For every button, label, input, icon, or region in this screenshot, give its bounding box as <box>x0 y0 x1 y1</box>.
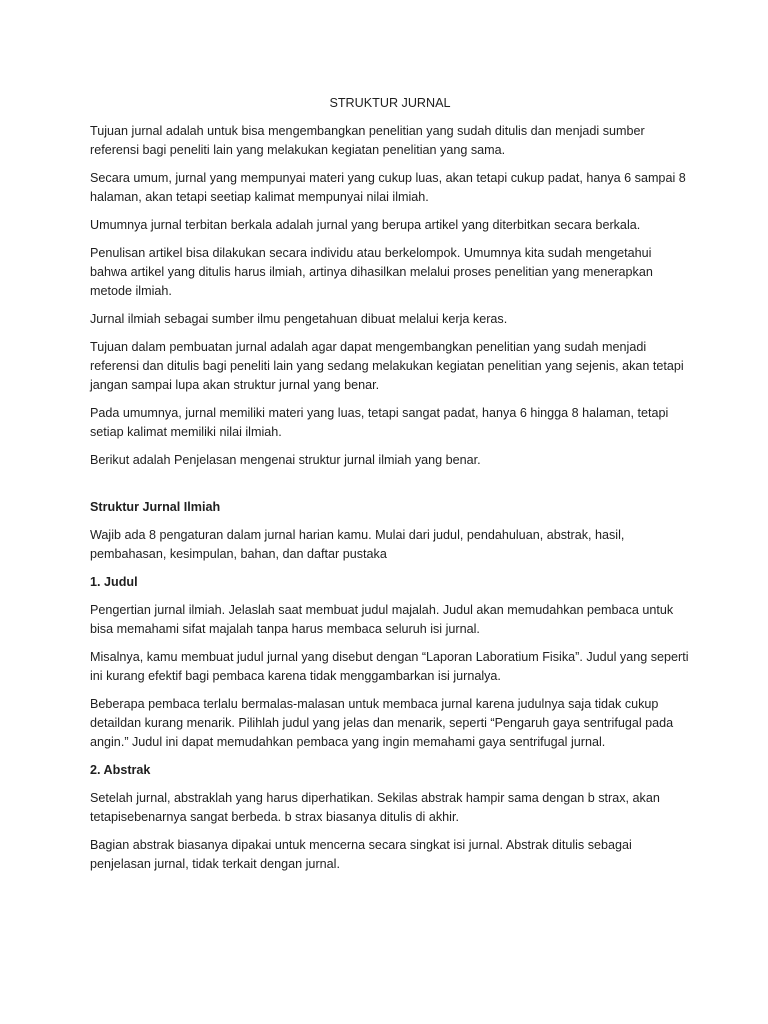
section-intro: Wajib ada 8 pengaturan dalam jurnal harian kamu. Mulai dari judul, pendahuluan, abstrak, hasil, pembahasan, kesimpulan, bahan, dan daftar pustaka <box>90 528 625 561</box>
paragraph: Tujuan dalam pembuatan jurnal adalah agar dapat mengembangkan penelitian yang sudah menjadi referensi dan ditulis bagi peneliti lain yang sedang melakukan kegiatan penelitian yang sejenis, akan tetapi jangan sampai lupa akan struktur jurnal yang benar. <box>90 340 684 392</box>
paragraph: Jurnal ilmiah sebagai sumber ilmu pengetahuan dibuat melalui kerja keras. <box>90 312 508 326</box>
subsection-heading-judul: 1. Judul <box>90 575 138 589</box>
document-title: STRUKTUR JURNAL <box>329 96 451 110</box>
paragraph: Secara umum, jurnal yang mempunyai materi yang cukup luas, akan tetapi cukup padat, hanya 6 sampai 8 halaman, akan tetapi seetiap kalimat mempunyai nilai ilmiah. <box>90 171 686 204</box>
section-heading: Struktur Jurnal Ilmiah <box>90 500 221 514</box>
paragraph: Misalnya, kamu membuat judul jurnal yang disebut dengan “Laporan Laboratium Fisika”. Judul yang seperti ini kurang efektif bagi pembaca karena tidak menggambarkan isi jurnalya. <box>90 650 689 683</box>
paragraph: Bagian abstrak biasanya dipakai untuk mencerna secara singkat isi jurnal. Abstrak ditulis sebagai penjelasan jurnal, tidak terkait dengan jurnal. <box>90 838 632 871</box>
blank-line <box>90 479 690 498</box>
subsection-heading-abstrak: 2. Abstrak <box>90 763 151 777</box>
paragraph: Beberapa pembaca terlalu bermalas-malasan untuk membaca jurnal karena judulnya saja tidak cukup detaildan kurang menarik. Pilihlah judul yang jelas dan menarik, seperti “Pengaruh gaya sentrifugal pada angin.” Judul ini dapat memudahkan pembaca yang ingin memahami gaya sentrifugal jurnal. <box>90 697 674 749</box>
paragraph: Berikut adalah Penjelasan mengenai struktur jurnal ilmiah yang benar. <box>90 453 481 467</box>
paragraph: Penulisan artikel bisa dilakukan secara individu atau berkelompok. Umumnya kita sudah mengetahui bahwa artikel yang ditulis harus ilmiah, artinya dihasilkan melalui proses penelitian yang menerapkan metode ilmiah. <box>90 246 653 298</box>
paragraph: Setelah jurnal, abstraklah yang harus diperhatikan. Sekilas abstrak hampir sama dengan b strax, akan tetapisebenarnya sangat berbeda. b strax biasanya ditulis di akhir. <box>90 791 660 824</box>
paragraph: Pada umumnya, jurnal memiliki materi yang luas, tetapi sangat padat, hanya 6 hingga 8 halaman, tetapi setiap kalimat memiliki nilai ilmiah. <box>90 406 669 439</box>
paragraph: Umumnya jurnal terbitan berkala adalah jurnal yang berupa artikel yang diterbitkan secara berkala. <box>90 218 641 232</box>
paragraph: Tujuan jurnal adalah untuk bisa mengembangkan penelitian yang sudah ditulis dan menjadi sumber referensi bagi peneliti lain yang melakukan kegiatan penelitian yang sama. <box>90 124 645 157</box>
paragraph: Pengertian jurnal ilmiah. Jelaslah saat membuat judul majalah. Judul akan memudahkan pembaca untuk bisa memahami sifat majalah tanpa harus membaca seluruh isi jurnal. <box>90 603 674 636</box>
document-page <box>90 94 690 883</box>
